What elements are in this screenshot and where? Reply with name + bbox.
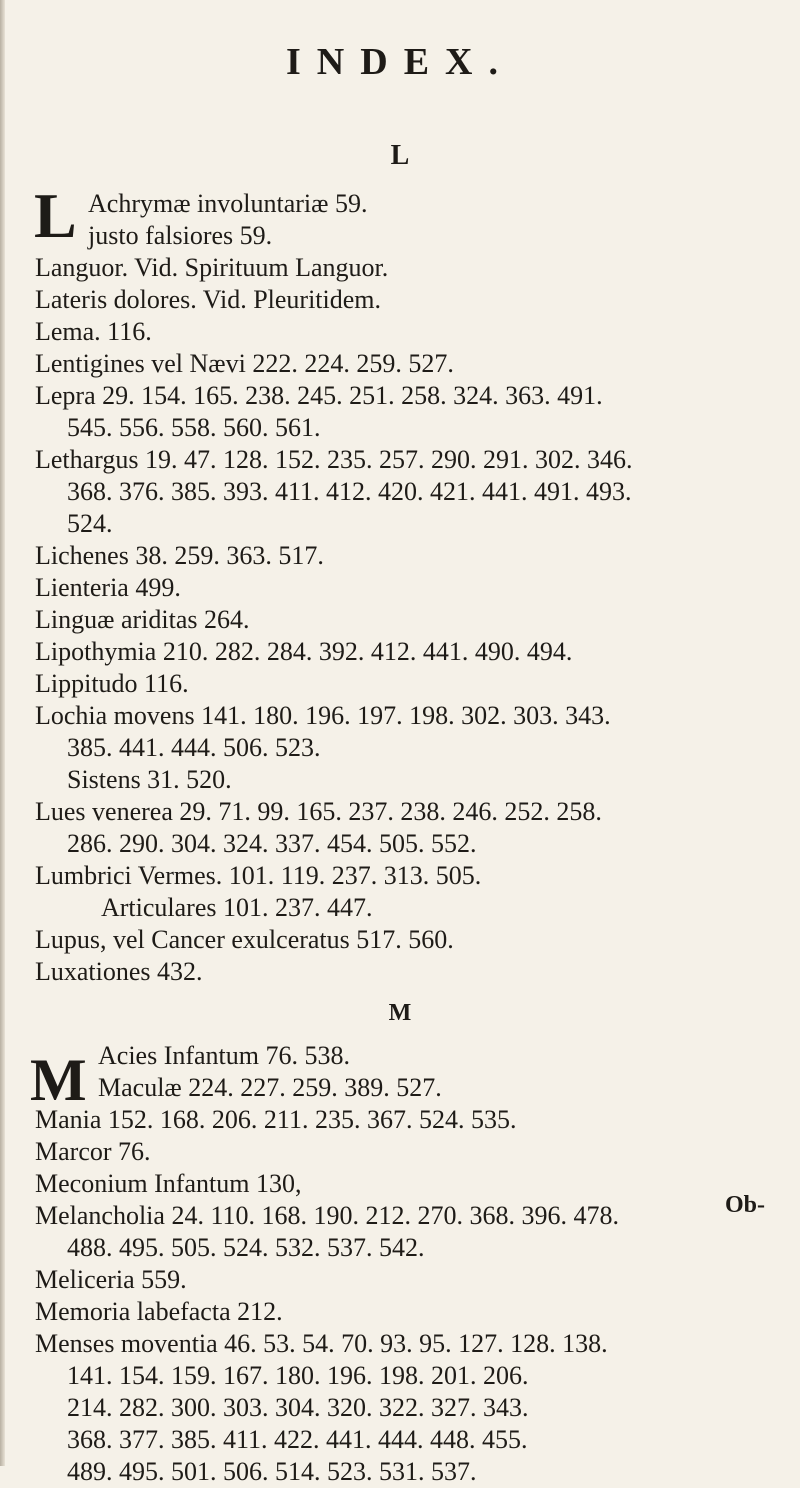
entry-continuation: 488. 495. 505. 524. 532. 537. 542. [67, 1233, 425, 1262]
entry-line: Achrymæ involuntariæ 59. [88, 189, 368, 218]
entry-line: Lethargus 19. 47. 128. 152. 235. 257. 290. 291. 302. 346. [35, 445, 633, 474]
entry-line: Linguæ ariditas 264. [35, 605, 250, 634]
entry-continuation: 385. 441. 444. 506. 523. [67, 733, 321, 762]
entry-line: Lateris dolores. Vid. Pleuritidem. [35, 285, 382, 314]
entry-line: Lochia movens 141. 180. 196. 197. 198. 302. 303. 343. [35, 701, 611, 730]
entry-line: Luxationes 432. [35, 957, 203, 986]
entry-subentry: Sistens 31. 520. [67, 765, 232, 794]
entry-line: justo falsiores 59. [88, 221, 273, 250]
entry-line: Lienteria 499. [35, 573, 181, 602]
entry-line: Lumbrici Vermes. 101. 119. 237. 313. 505. [35, 861, 482, 890]
entry-line: Lichenes 38. 259. 363. 517. [35, 541, 324, 570]
section-letter-l: L [390, 140, 410, 171]
entry-line: Menses moventia 46. 53. 54. 70. 93. 95. 127. 128. 138. [35, 1329, 608, 1358]
entry-line: Memoria labefacta 212. [35, 1297, 283, 1326]
entry-line: Lipothymia 210. 282. 284. 392. 412. 441. 490. 494. [35, 637, 573, 666]
entry-line: Lepra 29. 154. 165. 238. 245. 251. 258. 324. 363. 491. [35, 381, 603, 410]
entry-continuation: 368. 376. 385. 393. 411. 412. 420. 421. 441. 491. 493. [67, 477, 632, 506]
section-l-entries [34, 180, 735, 988]
entry-line: Meliceria 559. [35, 1265, 187, 1294]
entry-line: Lupus, vel Cancer exulceratus 517. 560. [35, 925, 454, 954]
entry-line: Lentigines vel Nævi 222. 224. 259. 527. [35, 349, 454, 378]
entry-line: Mania 152. 168. 206. 211. 235. 367. 524. 535. [35, 1105, 517, 1134]
entry-line: Meconium Infantum 130, [35, 1169, 302, 1198]
entry-continuation: 286. 290. 304. 324. 337. 454. 505. 552. [67, 829, 477, 858]
entry-continuation: 524. [67, 509, 113, 538]
section-letter-m: M [388, 1000, 412, 1026]
page-binding-edge [0, 0, 5, 1466]
entry-line: Marcor 76. [35, 1137, 151, 1166]
entry-continuation: 141. 154. 159. 167. 180. 196. 198. 201. 206. [67, 1361, 529, 1390]
entry-line: Maculæ 224. 227. 259. 389. 527. [98, 1073, 442, 1102]
entry-line: Lema. 116. [35, 317, 152, 346]
entry-continuation: 545. 556. 558. 560. 561. [67, 413, 321, 442]
entry-continuation: 368. 377. 385. 411. 422. 441. 444. 448. 455. [67, 1425, 528, 1454]
entry-line: Melancholia 24. 110. 168. 190. 212. 270. 368. 396. 478. [35, 1201, 619, 1230]
entry-subentry: Articulares 101. 237. 447. [101, 893, 373, 922]
entry-continuation: 214. 282. 300. 303. 304. 320. 322. 327. 343. [67, 1393, 529, 1422]
entry-line: Languor. Vid. Spirituum Languor. [35, 253, 389, 282]
catchword: Ob- [724, 1192, 765, 1218]
entry-line: Lues venerea 29. 71. 99. 165. 237. 238. 246. 252. 258. [35, 797, 602, 826]
entry-line: Lippitudo 116. [35, 669, 189, 698]
entry-continuation: 489. 495. 501. 506. 514. 523. 531. 537. [67, 1457, 477, 1486]
entry-line: Acies Infantum 76. 538. [98, 1041, 351, 1070]
section-m-entries [35, 1040, 735, 1488]
dropcap-m: M [30, 1047, 87, 1113]
dropcap-l: L [34, 180, 77, 251]
page-title: INDEX. [286, 41, 514, 83]
